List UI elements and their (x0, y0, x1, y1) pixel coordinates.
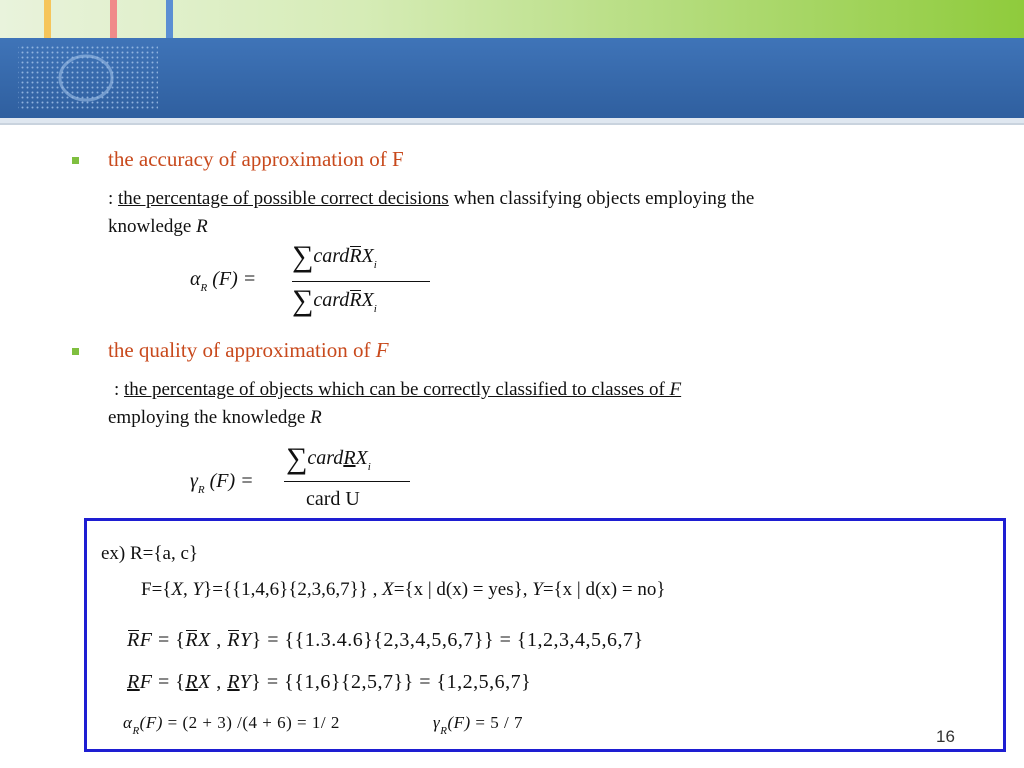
card-u-text: card U (306, 488, 360, 510)
card-text: card (307, 447, 344, 469)
expression: = (2 + 3) /(4 + 6) = 1/ 2 (162, 713, 340, 732)
quality-result (433, 713, 523, 737)
formula-numerator (292, 240, 377, 274)
formula-argument: (F) = (212, 268, 257, 290)
math-seg: F (139, 629, 153, 651)
desc-line2: employing the knowledge (108, 407, 311, 428)
math-seg: Y (239, 671, 252, 693)
index-i: i (373, 303, 377, 315)
example-line-1 (101, 543, 198, 565)
heading-text: the accuracy of approximation of F (108, 147, 404, 171)
formula-numerator (286, 442, 371, 476)
slide-number (936, 727, 955, 747)
example-box (84, 518, 1006, 752)
upper-approximation-line (127, 629, 644, 652)
desc-rest: when classifying objects employing the (448, 188, 755, 209)
fraction-line (284, 481, 410, 482)
desc-underlined-italic: F (669, 379, 682, 400)
alpha-symbol: α (190, 268, 201, 290)
bullet-marker (72, 348, 79, 355)
desc-line2-italic: R (196, 216, 208, 237)
formula-subscript: R (200, 282, 208, 294)
subscript: R (440, 725, 448, 737)
bullet-marker (72, 157, 79, 164)
text-seg: , (183, 579, 193, 600)
text-seg: }={{1,4,6}{2,3,6,7}} , (203, 579, 383, 600)
math-seg: R (185, 629, 199, 651)
math-seg: R (227, 629, 240, 651)
formula-lhs (190, 268, 256, 294)
math-seg: X (198, 671, 211, 693)
card-text: card (313, 289, 350, 311)
argument: (F) (139, 713, 163, 732)
math-seg: Y (239, 629, 252, 651)
text-seg: Y (532, 579, 543, 600)
sum-symbol: ∑ (286, 442, 308, 475)
bullet-heading-accuracy (108, 147, 404, 172)
example-line-2 (141, 579, 665, 601)
fraction-line (292, 281, 430, 282)
alpha-symbol: α (123, 713, 133, 732)
formula-denominator (306, 488, 360, 511)
math-seg: , (210, 671, 228, 693)
desc-line2-italic: R (310, 407, 322, 428)
math-seg: R (127, 629, 140, 651)
desc-line2: knowledge (108, 216, 197, 237)
lower-approx-set: R (343, 447, 356, 469)
expression: = 5 / 7 (470, 713, 523, 732)
accuracy-result (123, 713, 340, 737)
text-seg: X (382, 579, 394, 600)
math-seg: } = {{1,6}{2,5,7}} = {1,2,5,6,7} (251, 671, 532, 693)
text-seg: Y (192, 579, 204, 600)
heading-italic: F (375, 338, 389, 362)
formula-lhs (190, 470, 254, 496)
index-i: i (373, 259, 377, 271)
text-seg: ={x | d(x) = yes}, (393, 579, 533, 600)
formula-denominator (292, 284, 377, 318)
sum-symbol: ∑ (292, 284, 314, 317)
slide-header-banner (0, 0, 1024, 128)
bullet-heading-quality (108, 338, 389, 363)
math-seg: X (198, 629, 211, 651)
slide-number-text: 16 (936, 727, 955, 746)
index-i: i (367, 461, 371, 473)
math-seg: } = {{1.3.4.6}{2,3,4,5,6,7}} = {1,2,3,4,5,6,7} (251, 629, 644, 651)
quality-description (108, 376, 988, 432)
desc-prefix: : (108, 188, 119, 209)
gamma-symbol: γ (433, 713, 441, 732)
card-text: card (313, 245, 350, 267)
set-x: X (355, 447, 368, 469)
math-seg: R (127, 671, 140, 693)
upper-approx-set: R (349, 245, 362, 267)
lower-approximation-line (127, 671, 531, 694)
upper-approx-set: R (349, 289, 362, 311)
text-seg: ={x | d(x) = no} (542, 579, 666, 600)
heading-text: the quality of approximation of (108, 338, 376, 362)
math-seg: R (227, 671, 240, 693)
math-seg: R (185, 671, 199, 693)
gamma-symbol: γ (190, 470, 198, 492)
subscript: R (132, 725, 140, 737)
set-x: X (361, 245, 374, 267)
desc-prefix: : (114, 379, 125, 400)
formula-argument: (F) = (209, 470, 254, 492)
example-label: ex) R={a, c} (101, 543, 199, 564)
text-seg: X (171, 579, 184, 600)
header-graphic (0, 0, 1024, 128)
argument: (F) (447, 713, 471, 732)
math-seg: F (139, 671, 153, 693)
set-x: X (361, 289, 374, 311)
math-seg: , (210, 629, 228, 651)
desc-underlined: the percentage of possible correct decisions (118, 188, 449, 209)
text-seg: F={ (141, 579, 172, 600)
accuracy-description (108, 185, 988, 241)
formula-subscript: R (197, 484, 205, 496)
math-seg: = { (152, 671, 186, 693)
desc-underlined: the percentage of objects which can be correctly classified to classes of (124, 379, 670, 400)
sum-symbol: ∑ (292, 240, 314, 273)
math-seg: = { (152, 629, 186, 651)
